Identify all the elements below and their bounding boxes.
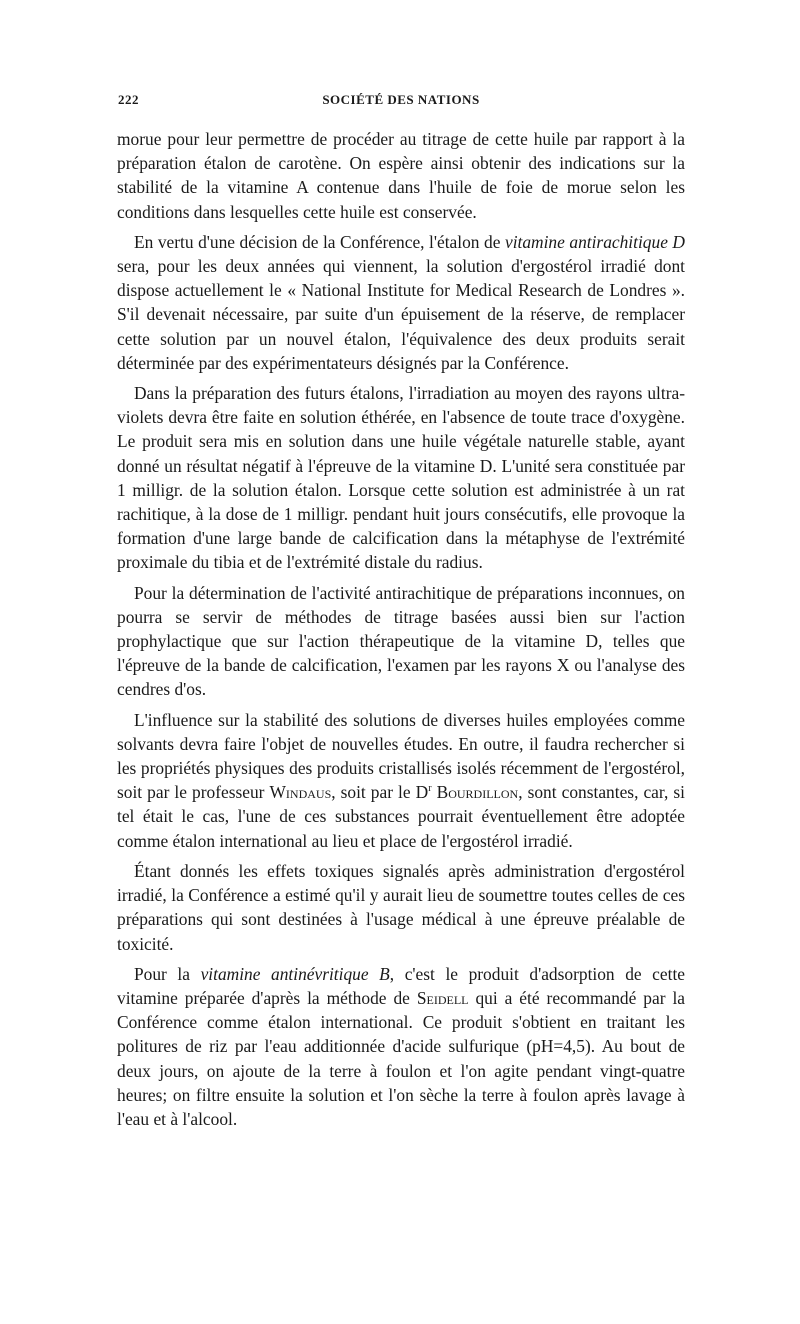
paragraph-vitamin-d-standard: En vertu d'une décision de la Conférence, l'étalon de vitamine antirachitique D sera, pour les deux années qui viennent, la solution d'ergostérol irradié dont dispose actuellement le « National Institute for Medical Research de Londres ». S'il devenait nécessaire, par suite d'un épuisement de la réserve, de remplacer cette solution par un nouvel étalon, l'équivalence des deux produits serait déterminée par des expérimentateurs désignés par la Conférence. [117, 231, 685, 373]
page-number: 222 [118, 92, 139, 107]
paragraph-future-standards: Dans la préparation des futurs étalons, l'irradiation au moyen des rayons ultra-violets devra être faite en solution éthérée, en l'absence de toute trace d'oxygène. Le produit sera mis en solution dans une huile végétale naturelle stable, ayant donné un résultat négatif à l'épreuve de la vitamine D. L'unité sera constituée par 1 milligr. de la solution étalon. Lorsque cette solution est administrée à un rat rachitique, à la dose de 1 milligr. pendant huit jours consécutifs, elle provoque la formation d'une large bande de calcification dans la métaphyse de l'extrémité proximale du tibia et de l'extrémité distale du radius. [117, 383, 685, 573]
name-bourdillon: Bourdillon [436, 782, 519, 803]
vitamin-d-term: vitamine antirachitique D [504, 231, 685, 252]
running-head: SOCIÉTÉ DES NATIONS [322, 92, 480, 107]
paragraph-toxicity: Étant donnés les effets toxiques signalés après administration d'ergostérol irradié, la Conférence a estimé qu'il y aurait lieu de soumettre toutes celles de ces préparations qui sont destinées à l'usage médical à une épreuve préalable de toxicité. [117, 860, 685, 954]
paragraph-solvent-stability: L'influence sur la stabilité des solutions de diverses huiles employées comme solvants devra faire l'objet de nouvelles études. En outre, il faudra rechercher si les propriétés physiques des produits cristallisés isolés récemment de l'ergostérol, soit par le professeur Windaus, soit par le $D^r$ Bourdillon, sont constantes, car, si tel était le cas, l'une de ces substances pourrait éventuellement être adoptée comme étalon international au lieu et place de l'ergostérol irradié. [117, 709, 685, 851]
paragraph-continuation: morue pour leur permettre de procéder au titrage de cette huile par rapport à la préparation étalon de carotène. On espère ainsi obtenir des indications sur la stabilité de la vitamine A contenue dans l'huile de foie de morue selon les conditions dans lesquelles cette huile est conservée. [117, 129, 685, 222]
name-windaus: Windaus [269, 782, 332, 803]
paragraph-vitamin-b-standard: Pour la vitamine antinévritique B, c'est le produit d'adsorption de cette vitamine préparée d'après la méthode de Seidell qui a été recommandé par la Conférence comme étalon international. Ce produit s'obtient en traitant les politures de riz par l'eau additionnée d'acide sulfurique (pH=4,5). Au bout de deux jours, on ajoute de la terre à foulon et l'on agite pendant vingt-quatre heures; on filtre ensuite la solution et l'on sèche la terre à foulon après lavage à l'eau et à l'alcool. [117, 963, 686, 1129]
body-text [117, 127, 685, 1137]
paragraph-antirachitic-activity: Pour la détermination de l'activité antirachitique de préparations inconnues, on pourra se servir de méthodes de titrage basées aussi bien sur l'action prophylactique que sur l'action thérapeutique de la vitamine D, telles que l'épreuve de la bande de calcification, l'examen par les rayons X ou l'analyse des cendres d'os. [117, 582, 685, 700]
vitamin-b-term: vitamine antinévritique B [200, 963, 390, 984]
page-header [118, 92, 684, 112]
name-seidell: Seidell [416, 987, 469, 1008]
